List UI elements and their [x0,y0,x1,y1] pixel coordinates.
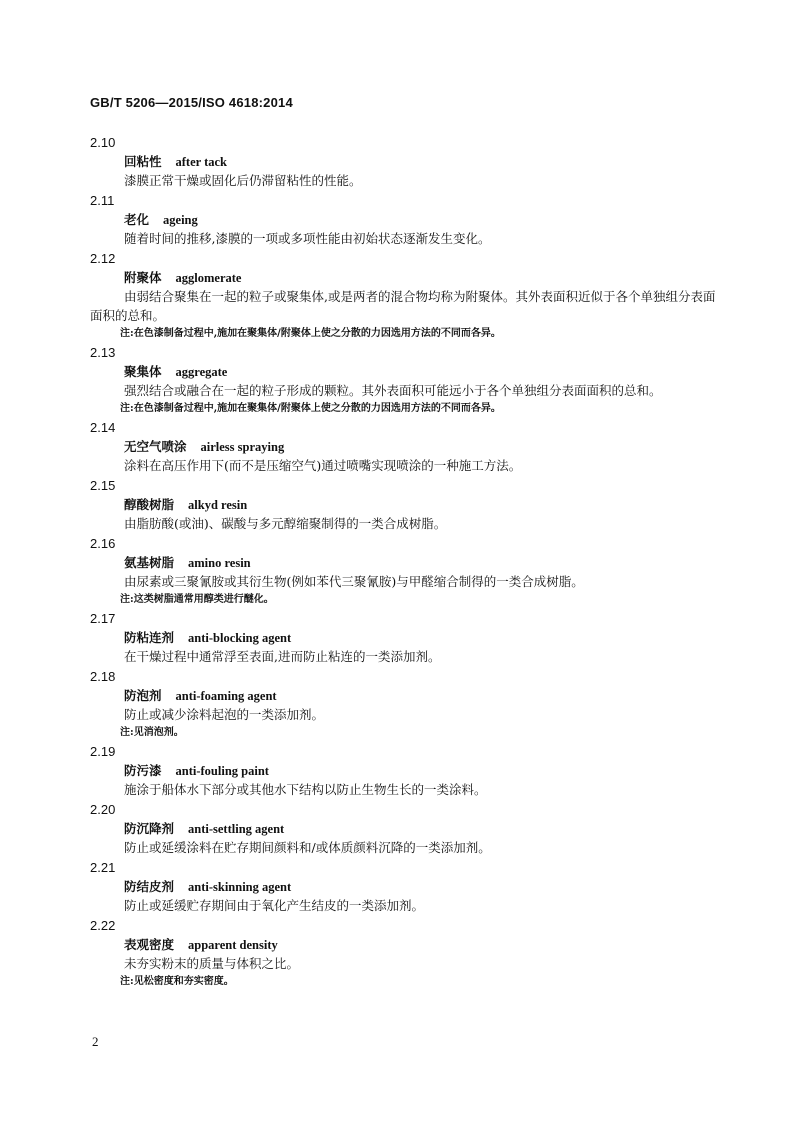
page-number: 2 [92,1034,99,1049]
term-definition: 强烈结合或融合在一起的粒子形成的颗粒。其外表面积可能远小于各个单独组分表面面积的总和。 [124,383,662,398]
term-entry [90,249,720,342]
term-chinese: 回粘性 [124,154,162,169]
term-chinese: 附聚体 [124,270,162,285]
term-note: 注:在色漆制备过程中,施加在聚集体/附聚体上使之分散的力因选用方法的不同而各异。 [120,403,501,414]
term-entry [90,133,720,190]
term-definition: 防止或减少涂料起泡的一类添加剂。 [124,707,325,722]
terms-list [90,132,720,990]
term-definition: 随着时间的推移,漆膜的一项或多项性能由初始状态逐渐发生变化。 [124,231,491,246]
term-number: 2.17 [90,611,116,626]
term-chinese: 防污漆 [124,763,162,778]
term-english: anti-blocking agent [188,631,292,645]
term-heading [90,877,720,896]
term-heading [90,761,720,780]
term-entry [90,858,720,915]
term-chinese: 表观密度 [124,937,175,952]
term-number: 2.21 [90,860,116,875]
term-entry [90,667,720,741]
term-entry [90,191,720,248]
term-number: 2.13 [90,345,116,360]
term-note: 注:这类树脂通常用醇类进行醚化。 [120,594,274,605]
term-heading [90,553,720,572]
term-definition: 施涂于船体水下部分或其他水下结构以防止生物生长的一类涂料。 [124,782,487,797]
term-number: 2.19 [90,744,116,759]
term-definition: 漆膜正常干燥或固化后仍滞留粘性的性能。 [124,173,362,188]
term-note: 注:在色漆制备过程中,施加在聚集体/附聚体上使之分散的力因选用方法的不同而各异。 [120,328,501,339]
term-chinese: 氨基树脂 [124,555,175,570]
term-number: 2.11 [90,193,115,208]
term-entry [90,800,720,857]
term-heading [90,362,720,381]
term-chinese: 老化 [124,212,150,227]
term-english: anti-settling agent [188,822,285,836]
term-entry [90,343,720,417]
term-entry [90,418,720,475]
term-entry [90,916,720,990]
term-english: airless spraying [200,440,285,454]
term-definition: 未夯实粉末的质量与体积之比。 [124,956,300,971]
term-definition: 在干燥过程中通常浮至表面,进而防止粘连的一类添加剂。 [124,649,441,664]
term-english: apparent density [188,938,278,952]
term-entry [90,476,720,533]
term-number: 2.18 [90,669,116,684]
term-definition: 防止或延缓涂料在贮存期间颜料和/或体质颜料沉降的一类添加剂。 [124,840,491,855]
term-number: 2.16 [90,536,116,551]
term-english: amino resin [188,556,251,570]
term-definition: 涂料在高压作用下(而不是压缩空气)通过喷嘴实现喷涂的一种施工方法。 [124,458,522,473]
term-definition: 防止或延缓贮存期间由于氧化产生结皮的一类添加剂。 [124,898,425,913]
term-note: 注:见松密度和夯实密度。 [120,976,234,987]
term-entry [90,742,720,799]
term-definition: 由尿素或三聚氰胺或其衍生物(例如苯代三聚氰胺)与甲醛缩合制得的一类合成树脂。 [124,574,584,589]
term-english: after tack [175,155,227,169]
term-english: ageing [163,213,198,227]
term-heading [90,935,720,954]
term-chinese: 防结皮剂 [124,879,175,894]
term-number: 2.22 [90,918,116,933]
term-heading [90,152,720,171]
term-chinese: 醇酸树脂 [124,497,175,512]
term-definition: 由脂肪酸(或油)、碳酸与多元醇缩聚制得的一类合成树脂。 [124,516,447,531]
term-heading [90,495,720,514]
term-english: anti-skinning agent [188,880,292,894]
term-chinese: 防泡剂 [124,688,162,703]
term-english: alkyd resin [188,498,248,512]
term-chinese: 防粘连剂 [124,630,175,645]
term-number: 2.20 [90,802,116,817]
term-heading [90,268,720,287]
term-heading [90,437,720,456]
term-heading [90,819,720,838]
term-english: agglomerate [175,271,242,285]
term-heading [90,686,720,705]
term-number: 2.15 [90,478,116,493]
term-heading [90,628,720,647]
term-number: 2.12 [90,251,116,266]
term-definition: 由弱结合聚集在一起的粒子或聚集体,或是两者的混合物均称为附聚体。其外表面积近似于各个单独组分表面面积的总和。 [90,289,716,323]
term-number: 2.14 [90,420,116,435]
term-english: aggregate [175,365,228,379]
term-number: 2.10 [90,135,116,150]
term-heading [90,210,720,229]
term-english: anti-fouling paint [175,764,269,778]
term-entry [90,609,720,666]
term-note: 注:见消泡剂。 [120,727,184,738]
term-entry [90,534,720,608]
document-header: GB/T 5206—2015/ISO 4618:2014 [90,95,293,110]
term-chinese: 无空气喷涂 [124,439,187,454]
term-chinese: 防沉降剂 [124,821,175,836]
term-english: anti-foaming agent [175,689,277,703]
term-chinese: 聚集体 [124,364,162,379]
